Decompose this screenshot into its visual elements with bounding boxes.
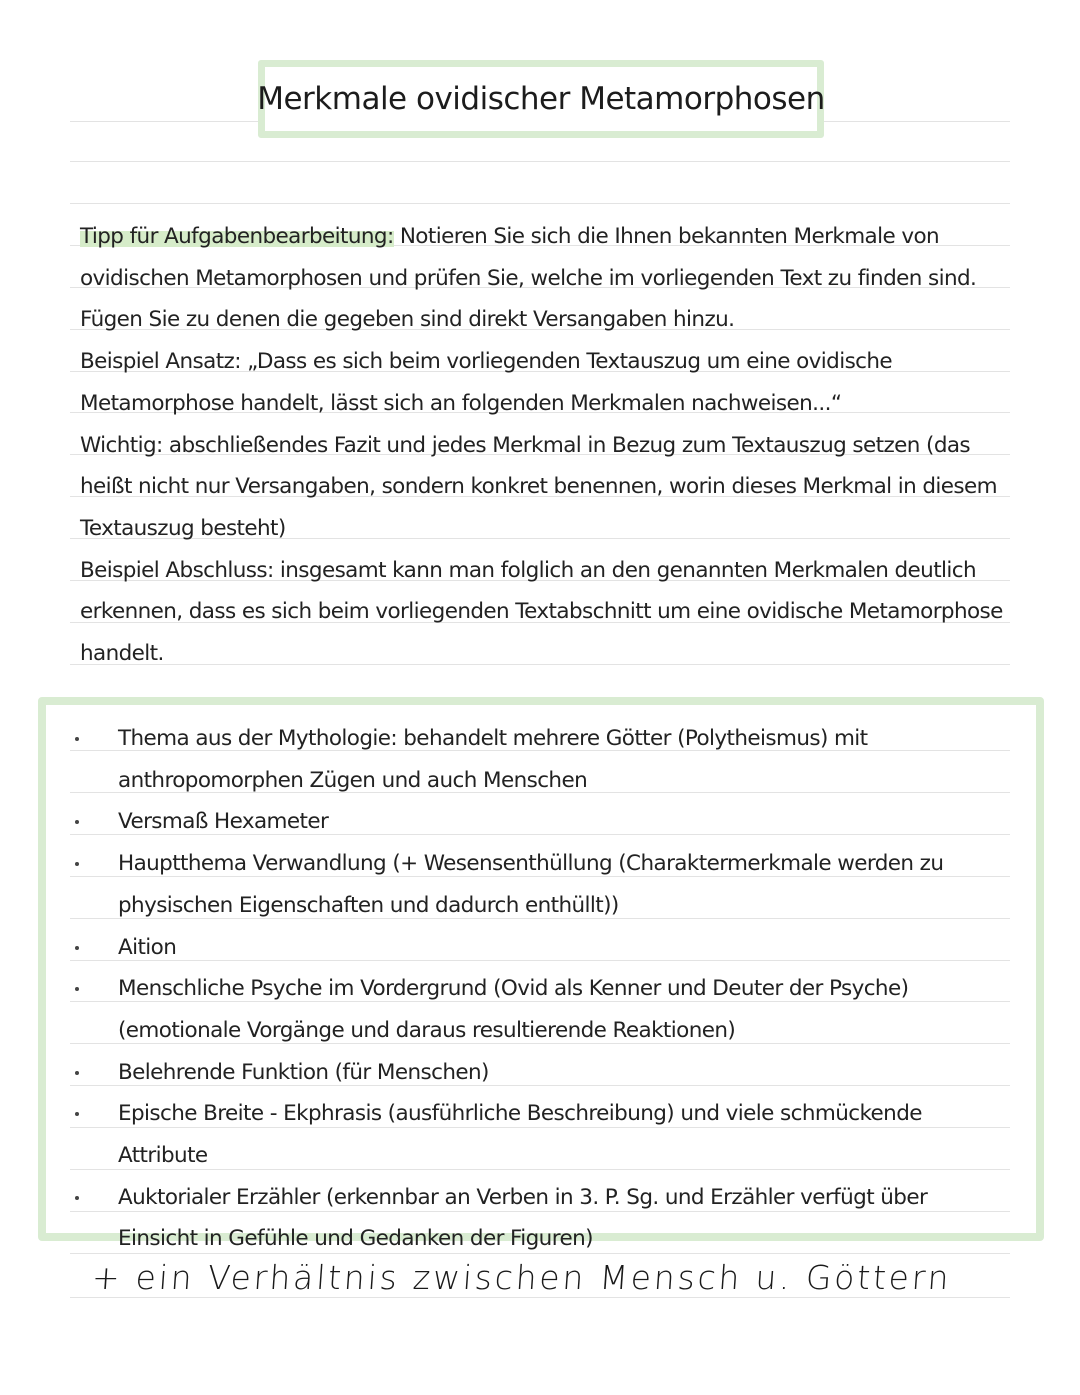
features-list [72,718,1007,1260]
bullet-icon [75,737,79,741]
bullet-icon [75,987,79,991]
bullet-icon [75,820,79,824]
feature-text: Epische Breite - Ekphrasis (ausführliche Beschreibung) und viele schmückende Attribute [118,1101,922,1169]
feature-text: Belehrende Funktion (für Menschen) [118,1059,489,1085]
feature-text: Menschliche Psyche im Vordergrund (Ovid als Kenner und Deuter der Psyche) (emotionale Vorgänge und daraus resultierende Reaktionen) [118,976,909,1043]
tip-paragraph [80,216,1005,341]
list-item [72,1177,1007,1260]
feature-text: Aition [118,934,177,960]
list-item [72,927,1007,969]
feature-text: Versmaß Hexameter [118,809,329,835]
page-title: Merkmale ovidischer Metamorphosen [257,81,825,117]
tip-text: Notieren Sie sich die Ihnen bekannten Merkmale von ovidischen Metamorphosen und prüfen Sie, welche im vorliegenden Text zu finden sind. Fügen Sie zu denen die gegeben sind direkt Versangaben hinzu. [80,224,977,333]
ruled-line [70,203,1010,204]
example-start: Beispiel Ansatz: „Dass es sich beim vorliegenden Textauszug um eine ovidische Metamorphose handelt, lässt sich an folgenden Merkmalen nachweisen...“ [80,349,893,416]
ruled-line [70,161,1010,162]
important-note: Wichtig: abschließendes Fazit und jedes Merkmal in Bezug zum Textauszug setzen (das heißt nicht nur Versangaben, sondern konkret benennen, worin dieses Merkmal in diesem Textauszug besteht) [80,432,998,541]
list-item [72,968,1007,1051]
bullet-icon [75,1196,79,1200]
bullet-icon [75,1112,79,1116]
list-item [72,843,1007,926]
bullet-icon [75,1071,79,1075]
feature-text: Auktorialer Erzähler (erkennbar an Verben in 3. P. Sg. und Erzähler verfügt über Einsicht in Gefühle und Gedanken der Figuren) [118,1184,928,1252]
list-item [72,1052,1007,1094]
example-end: Beispiel Abschluss: insgesamt kann man folglich an den genannten Merkmalen deutlich erkennen, dass es sich beim vorliegenden Textabschnitt um eine ovidische Metamorphose handelt. [80,557,1003,667]
bullet-icon [75,946,79,950]
handwritten-note: + ein Verhältnis zwischen Mensch u. Göttern [90,1258,953,1297]
title-box [258,60,824,138]
list-item [72,801,1007,843]
bullet-icon [75,862,79,866]
tip-label: Tipp für Aufgabenbearbeitung: [80,224,394,249]
list-item [72,718,1007,801]
list-item [72,1093,1007,1176]
ruled-line [70,1297,1010,1298]
tip-section [80,216,1005,675]
feature-text: Thema aus der Mythologie: behandelt mehrere Götter (Polytheismus) mit anthropomorphen Zügen und auch Menschen [118,726,868,793]
feature-text: Hauptthema Verwandlung (+ Wesensenthüllung (Charaktermerkmale werden zu physischen Eigenschaften und dadurch enthüllt)) [118,851,944,918]
